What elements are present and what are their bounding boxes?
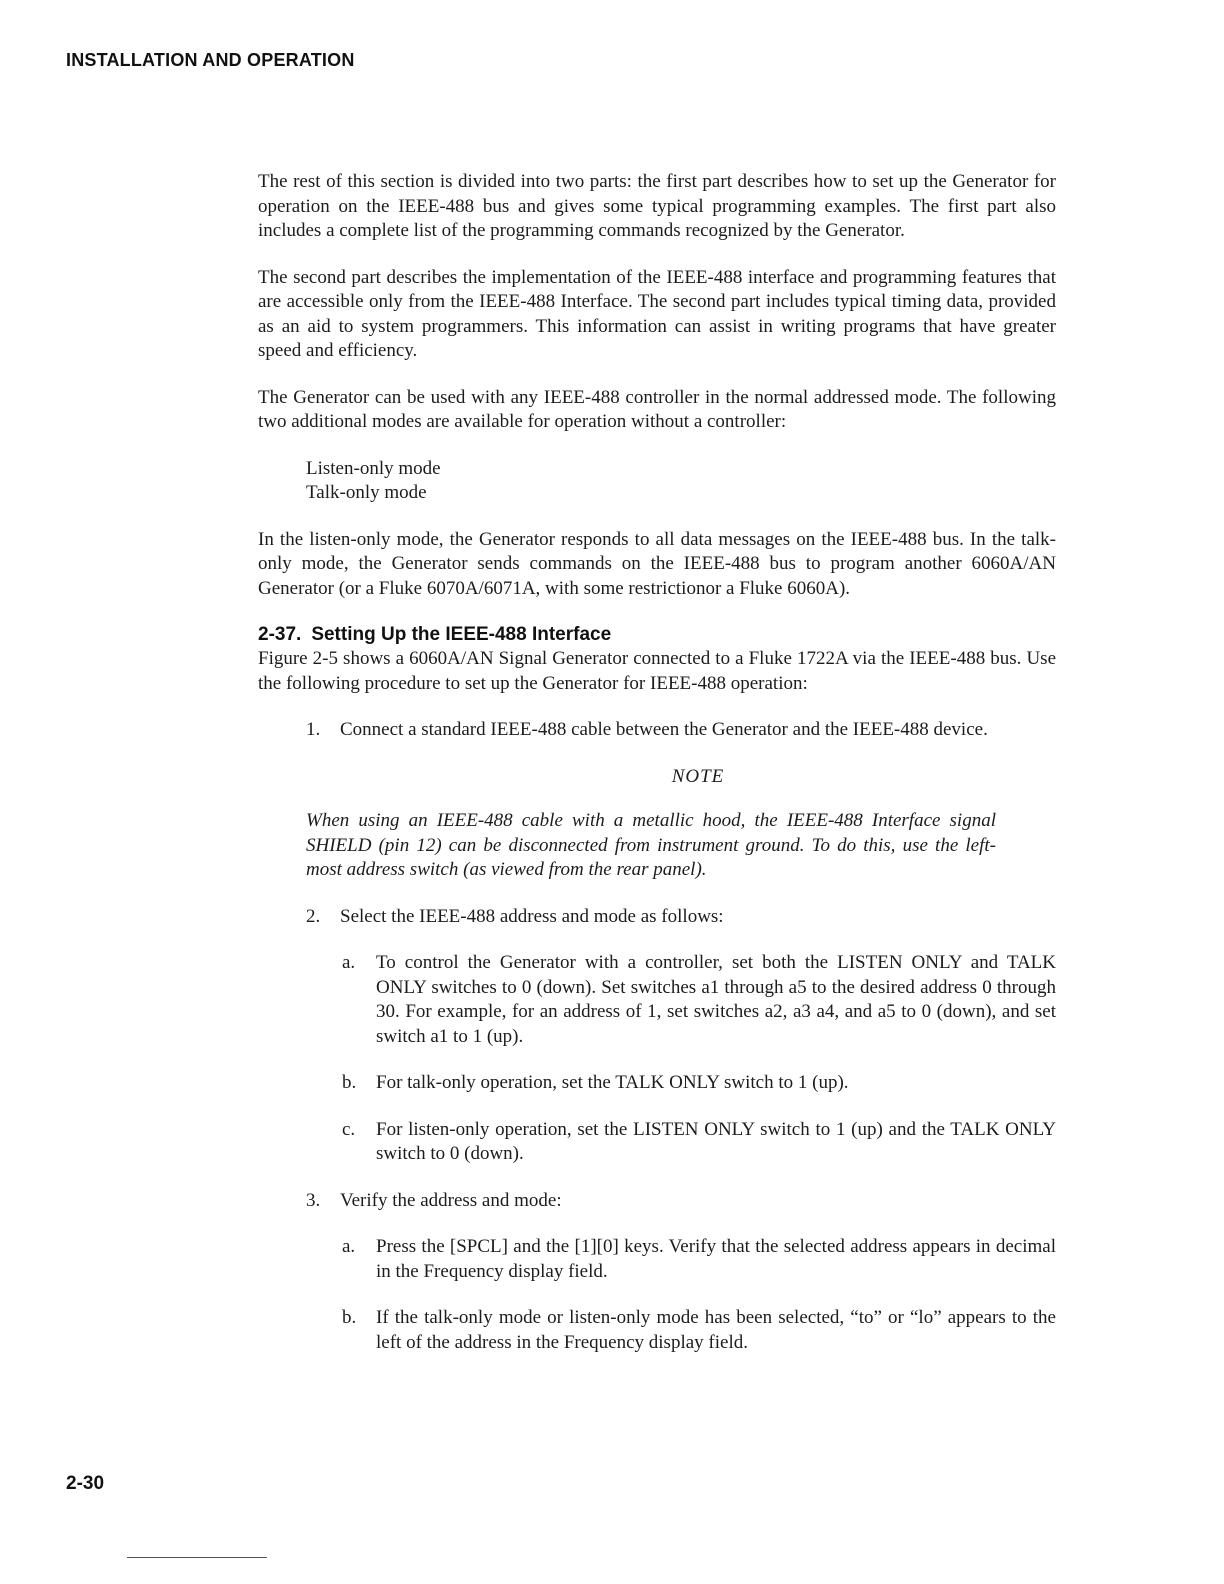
substep-letter: b. [342,1307,357,1328]
procedure-step-3 [258,1189,1056,1214]
mode-item-listen-only: Listen-only mode [306,457,441,479]
intro-paragraph-3: The Generator can be used with any IEEE-488 controller in the normal addressed mode. The following two additional modes are available for operation without a controller: [258,386,1056,432]
substep-letter: a. [342,952,356,973]
substep-text: To control the Generator with a controller, set both the LISTEN ONLY and TALK ONLY switches to 0 (down). Set switches a1 through a5 to the desired address 0 through 30. For example, for an address of 1, set switches a2, a3 a4, and a5 to 0 (down), and set switch a1 to 1 (up). [376,952,1056,1047]
section-heading [258,623,1056,647]
procedure-step-1 [258,718,1056,743]
substep-text: For listen-only operation, set the LISTEN ONLY switch to 1 (up) and the TALK ONLY switch to 0 (down). [376,1118,1056,1164]
substep-3b [258,1306,1056,1355]
section-number: 2-37. [258,624,302,645]
section-title: Setting Up the IEEE-488 Interface [311,624,612,645]
intro-paragraph-2: The second part describes the implementation of the IEEE-488 interface and programming features that are accessible only from the IEEE-488 Interface. The second part includes typical timing data, provided as an aid to system programmers. This information can assist in writing programs that have greater speed and efficiency. [258,266,1056,361]
step-number: 1. [306,719,321,740]
running-header: INSTALLATION AND OPERATION [66,50,355,70]
intro-paragraph-4: In the listen-only mode, the Generator responds to all data messages on the IEEE-488 bus. In the talk-only mode, the Generator sends commands on the IEEE-488 bus to program another 6060A/AN Generator (or a Fluke 6070A/6071A, with some restrictionor a Fluke 6060A). [258,528,1056,599]
substep-2b [258,1071,1056,1096]
step-number: 3. [306,1189,321,1211]
intro-paragraph-1: The rest of this section is divided into two parts: the first part describes how to set up the Generator for operation on the IEEE-488 bus and gives some typical programming examples. The first part also includes a complete list of the programming commands recognized by the Generator. [258,171,1056,241]
mode-item-talk-only: Talk-only mode [306,482,427,503]
mode-list [306,457,1056,506]
page-number: 2-30 [66,1473,105,1494]
substep-2c [258,1118,1056,1167]
step-text: Select the IEEE-488 address and mode as follows: [340,905,724,927]
substep-letter: b. [342,1072,357,1093]
substep-2a [258,951,1056,1049]
footer-rule [127,1557,267,1558]
note-text: When using an IEEE-488 cable with a metallic hood, the IEEE-488 Interface signal SHIELD (pin 12) can be disconnected from instrument ground. To do this, use the left-most address switch (as viewed from the rear panel). [306,810,996,880]
procedure-step-2 [258,905,1056,930]
step-text: Connect a standard IEEE-488 cable between the Generator and the IEEE-488 device. [340,719,988,740]
substep-text: Press the [SPCL] and the [1][0] keys. Verify that the selected address appears in decimal in the Frequency display field. [376,1236,1056,1282]
substep-text: If the talk-only mode or listen-only mode has been selected, “to” or “lo” appears to the left of the address in the Frequency display field. [376,1307,1056,1353]
substep-text: For talk-only operation, set the TALK ONLY switch to 1 (up). [376,1072,849,1093]
substep-letter: a. [342,1236,356,1257]
step-text: Verify the address and mode: [340,1189,562,1211]
step-number: 2. [306,905,321,927]
page-body [258,170,1056,1377]
substep-3a [258,1235,1056,1284]
section-intro: Figure 2-5 shows a 6060A/AN Signal Generator connected to a Fluke 1722A via the IEEE-488 bus. Use the following procedure to set up the Generator for IEEE-488 operation: [258,648,1056,694]
substep-letter: c. [342,1118,356,1140]
note-title: NOTE [671,765,725,787]
